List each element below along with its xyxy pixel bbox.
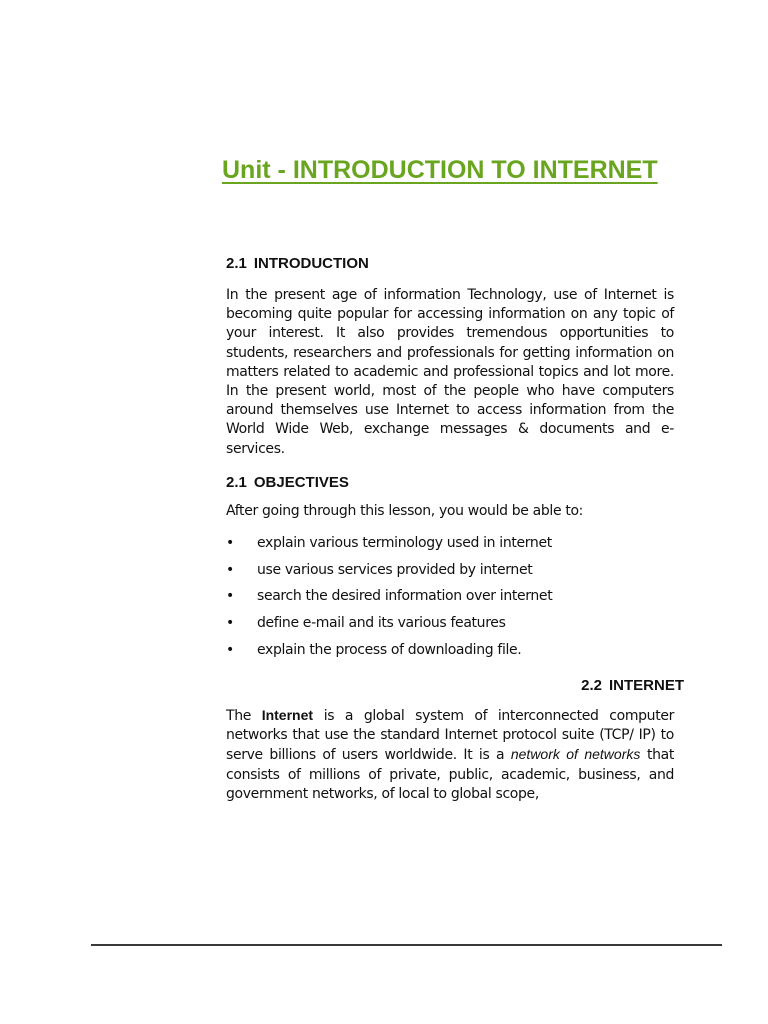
list-item: [226, 641, 552, 668]
introduction-paragraph: In the present age of information Technology, use of Internet is becoming quite popular for accessing information on any topic of your interest. It also provides tremendous opportunities to students, researchers and professionals for getting information on matters related to academic and professional topics and lot more. In the present world, most of the people who have computers around themselves use Internet to access information from the World Wide Web, exchange messages & documents and e-services.: [226, 287, 674, 457]
section-title: INTERNET: [609, 677, 684, 694]
list-item: [226, 561, 552, 588]
section-number: 2.1: [226, 474, 247, 491]
list-item: [226, 587, 552, 614]
list-item: [226, 534, 552, 561]
bullet-icon: •: [226, 588, 234, 605]
list-item-text: explain the process of downloading file.: [257, 641, 522, 658]
objectives-lead-text: After going through this lesson, you would be able to:: [226, 503, 584, 519]
objectives-list: [226, 534, 552, 667]
list-item-text: explain various terminology used in internet: [257, 535, 552, 551]
section-heading-objectives: [226, 474, 349, 491]
page-title: Unit - INTRODUCTION TO INTERNET: [222, 156, 658, 184]
bullet-icon: •: [226, 535, 234, 551]
bullet-icon: •: [226, 641, 234, 658]
footer-divider: [91, 944, 722, 946]
section-title: INTRODUCTION: [253, 255, 369, 272]
section-heading-introduction: [226, 255, 369, 272]
list-item-text: use various services provided by internet: [257, 561, 533, 578]
bullet-icon: •: [226, 561, 234, 578]
text-run: The: [226, 708, 262, 724]
section-title: OBJECTIVES: [253, 474, 349, 491]
text-run: is a global system of interconnected computer networks that use the standard Internet protocol suite (TCP/ IP) to serve billions of users worldwide. It is a: [226, 708, 675, 764]
bullet-icon: •: [226, 615, 234, 632]
list-item-text: search the desired information over internet: [257, 588, 553, 605]
section-number: 2.1: [226, 255, 247, 272]
section-heading-internet: [581, 677, 684, 694]
list-item-text: define e-mail and its various features: [257, 615, 506, 632]
text-run: that consists of millions of private, public, academic, business, and government networks, of local to global scope,: [226, 747, 674, 802]
internet-paragraph: [226, 706, 674, 804]
list-item: [226, 614, 552, 641]
italic-term: network of networks: [510, 746, 641, 763]
bold-term: Internet: [261, 707, 314, 723]
section-number: 2.2: [581, 677, 602, 694]
